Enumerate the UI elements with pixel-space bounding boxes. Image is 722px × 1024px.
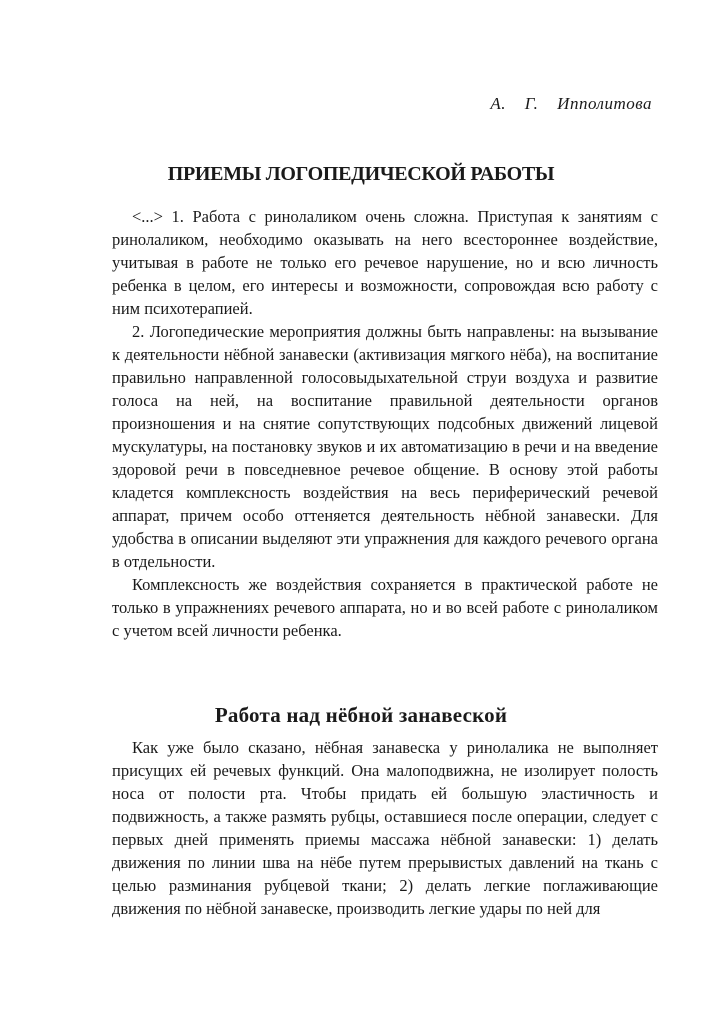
paragraph: 2. Логопедические мероприятия должны быть направлены: на вызывание к деятельности нёбной занавески (активизация мягкого нёба), на воспитание правильно направленной голосовыдыхательной струи воздуха и развитие голоса на ней, на воспитание правильной деятельности органов произношения и на снятие сопутствующих подсобных движений лицевой мускулатуры, на постановку звуков и их автоматизацию в речи и на введение здоровой речи в повседневное речевое общение. В основу этой работы кладется комплексность воздействия на весь периферический речевой аппарат, причем особо оттеняется деятельность нёбной занавески. Для удобства в описании выделяют эти упражнения для каждого речевого органа в отдельности.: [112, 322, 658, 571]
section-title: Работа над нёбной занавеской: [214, 703, 508, 727]
paragraph: Как уже было сказано, нёбная занавеска у ринолалика не выполняет присущих ей речевых функций. Она малоподвижна, не изолирует полость носа от полости рта. Чтобы придать ей большую эластичность и подвижность, а также размять рубцы, оставшиеся после операции, следует с первых дней применять приемы массажа нёбной занавески: 1) делать движения по линии шва на нёбе путем прерывистых давлений на ткань с целью разминания рубцевой ткани; 2) делать легкие поглаживающие движения по нёбной занавеске, производить легкие удары по ней для: [112, 738, 658, 918]
running-header-author: А. Г. Ипполитова: [490, 94, 652, 113]
paragraph: <...> 1. Работа с ринолаликом очень сложна. Приступая к занятиям с ринолаликом, необходимо оказывать на него всестороннее воздействие, учитывая в работе не только его речевое нарушение, но и всю личность ребенка в целом, его интересы и возможности, сопровождая всю работу с ним психотерапией.: [112, 207, 658, 318]
article-body: [112, 205, 658, 642]
article-title: ПРИЕМЫ ЛОГОПЕДИЧЕСКОЙ РАБОТЫ: [167, 163, 555, 185]
section-body: [112, 736, 658, 920]
paragraph: Комплексность же воздействия сохраняется в практической работе не только в упражнениях речевого аппарата, но и во всей работе с ринолаликом с учетом всей личности ребенка.: [112, 575, 658, 640]
